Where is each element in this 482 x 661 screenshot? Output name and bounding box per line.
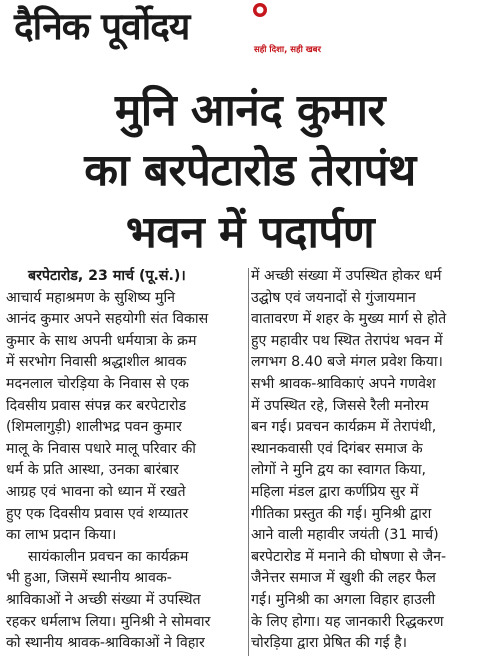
body-line: मदनलाल चोरड़िया के निवास से एक <box>6 375 189 392</box>
body-line: लोगों ने मुनि द्वय का स्वागत किया, <box>251 462 427 479</box>
article-column-right <box>251 266 480 658</box>
body-line: मालू के निवास पधारे मालू परिवार की <box>6 440 196 457</box>
headline-line-1: मुनि आनंद कुमार <box>114 85 385 136</box>
body-line: लगभग 8.40 बजे मंगल प्रवेश किया। <box>251 354 443 371</box>
body-line: महिला मंडल द्वारा कर्णप्रिय सुर में <box>251 483 419 500</box>
headline-line-3: भवन में पदार्पण <box>125 207 375 258</box>
body-line: का लाभ प्रदान किया। <box>6 527 117 544</box>
body-line: बन गई। प्रवचन कार्यक्रम में तेरापंथी, <box>251 419 437 436</box>
body-line: आचार्य महाश्रमण के सुशिष्य मुनि <box>6 289 176 306</box>
newspaper-tagline: सही दिशा, सही खबर <box>254 45 322 55</box>
body-line: श्राविकाओं ने अच्छी संख्या में उपस्थित <box>6 591 201 608</box>
body-line: आने वाली महावीर जयंती (31 मार्च) <box>251 527 439 544</box>
body-line: आनंद कुमार अपने सहयोगी संत विकास <box>6 311 209 328</box>
body-line: स्थानकवासी एवं दिगंबर समाज के <box>251 440 423 457</box>
body-line: को स्थानीय श्रावक-श्राविकाओं ने विहार <box>6 635 205 652</box>
column-divider <box>248 268 249 656</box>
body-line: के लिए होगा। यह जानकारी रिद्धकरण <box>251 613 444 630</box>
body-line: धर्म के प्रति आस्था, उनका बारंबार <box>6 462 179 479</box>
body-line: चोरड़िया द्वारा प्रेषित की गई है। <box>251 635 407 652</box>
body-line: आग्रह एवं भावना को ध्यान में रखते <box>6 483 186 500</box>
sun-logo-icon <box>252 2 268 18</box>
body-line: गीतिका प्रस्तुत की गई। मुनिश्री द्वारा <box>251 505 432 522</box>
body-line: भी हुआ, जिसमें स्थानीय श्रावक- <box>6 570 172 587</box>
body-line: (शिमलागुड़ी) शालीभद्र पवन कुमार <box>6 419 182 436</box>
body-line: वातावरण में शहर के मुख्य मार्ग से होते <box>251 311 447 328</box>
body-line: सभी श्रावक-श्राविकाएं अपने गणवेश <box>251 375 436 392</box>
newspaper-title: दैनिक पूर्वोदय <box>14 5 190 48</box>
dateline: बरपेटारोड, 23 मार्च (पू.सं.)। <box>28 268 186 284</box>
body-line: दिवसीय प्रवास संपन्न कर बरपेटारोड <box>6 397 187 414</box>
body-line: सायंकालीन प्रवचन का कार्यक्रम <box>28 548 189 565</box>
body-line: में अच्छी संख्या में उपस्थित होकर धर्म <box>251 268 442 284</box>
body-line: में सरभोग निवासी श्रद्धाशील श्रावक <box>6 354 187 371</box>
body-line: गई। मुनिश्री का अगला विहार हाउली <box>251 591 436 608</box>
body-line: बरपेटारोड में मनाने की घोषणा से जैन- <box>251 548 447 565</box>
masthead <box>0 0 482 62</box>
body-line: रहकर धर्मलाभ लिया। मुनिश्री ने सोमवार <box>6 613 211 630</box>
body-line: उद्घोष एवं जयनादों से गुंजायमान <box>251 289 416 306</box>
body-line: जैनेत्तर समाज में खुशी की लहर फैल <box>251 570 436 587</box>
body-line: हुए महावीर पथ स्थित तेरापंथ भवन में <box>251 332 443 349</box>
body-line: हुए एक दिवसीय प्रवास एवं शय्यातर <box>6 505 189 522</box>
headline-line-2: का बरपेटारोड तेरापंथ <box>84 145 416 196</box>
body-line: में उपस्थित रहे, जिससे रैली मनोरम <box>251 397 429 414</box>
body-line: कुमार के साथ अपनी धर्मयात्रा के क्रम <box>6 332 197 349</box>
article-column-left <box>6 266 246 658</box>
